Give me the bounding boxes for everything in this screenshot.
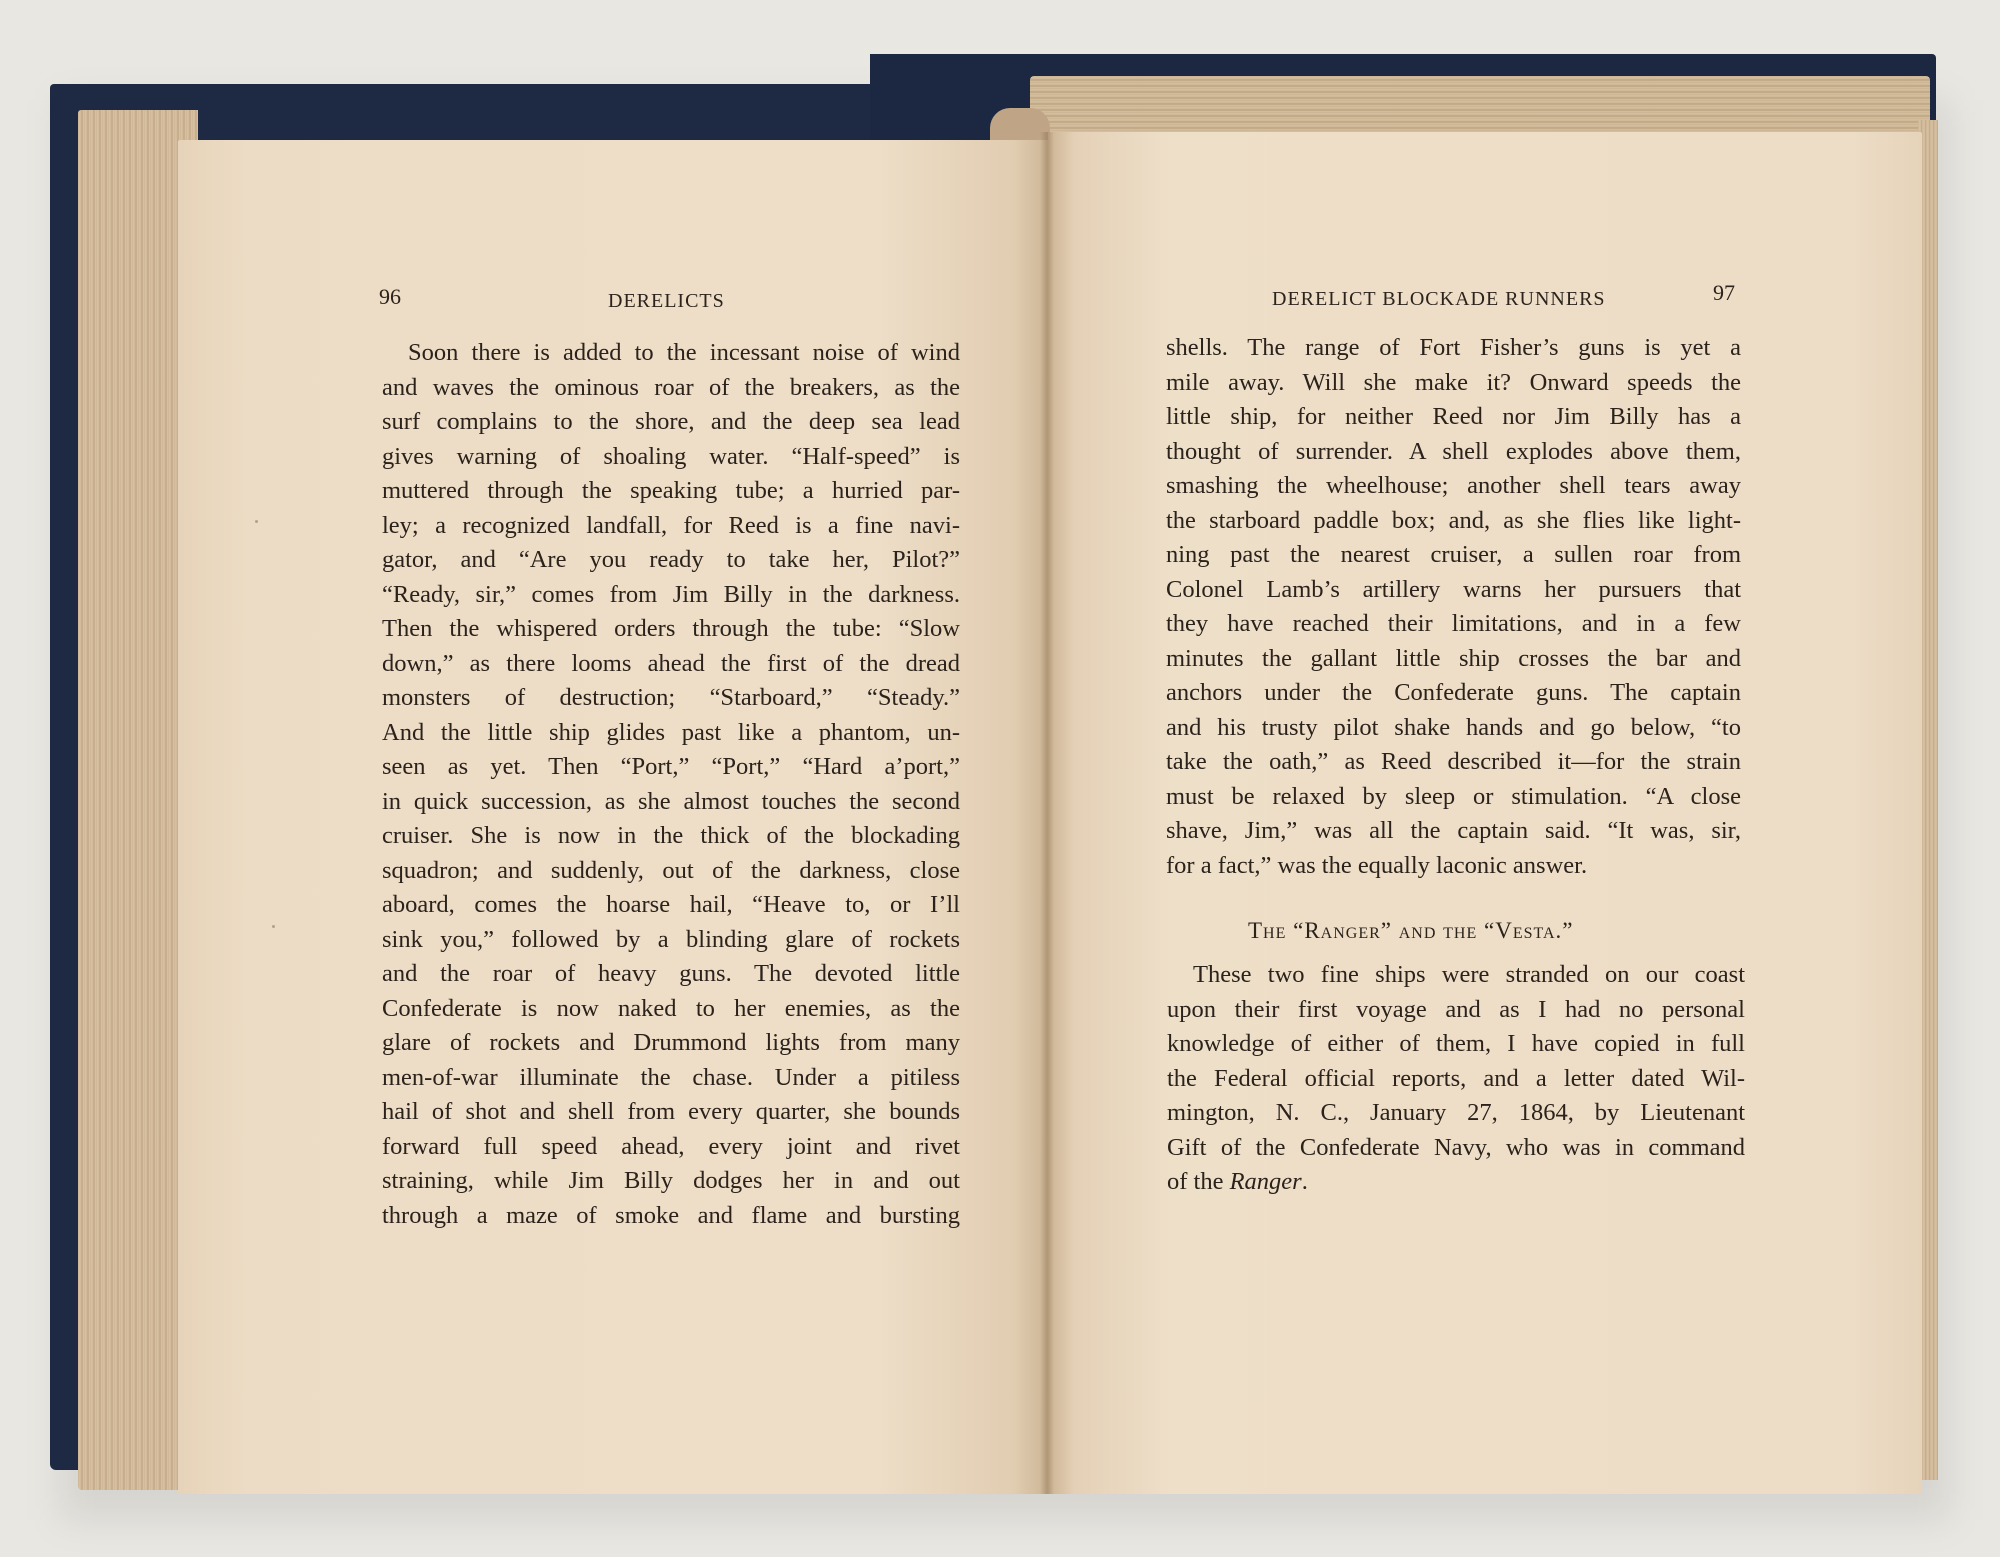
left-text-line: “Ready, sir,” comes from Jim Billy in the darkness.: [382, 580, 960, 608]
left-text-line: and the roar of heavy guns. The devoted little: [382, 960, 960, 987]
left-page-number: 96: [379, 284, 401, 309]
right-text-line: Colonel Lamb’s artillery warns her pursuers that: [1166, 575, 1741, 603]
left-text-line: and waves the ominous roar of the breakers, as the: [382, 373, 960, 401]
left-text-line: Then the whispered orders through the tube: “Slow: [382, 615, 960, 642]
section-heading: [1248, 918, 1574, 944]
section-body: [1167, 958, 1745, 1165]
left-text-line: squadron; and suddenly, out of the darkness, close: [382, 856, 960, 884]
section-heading-text: The “Ranger” and the “Vesta.”: [1248, 918, 1574, 943]
left-text-line: muttered through the speaking tube; a hurried par-: [382, 477, 960, 504]
left-text-line: gator, and “Are you ready to take her, Pilot?”: [382, 546, 960, 573]
right-text-line: ning past the nearest cruiser, a sullen roar from: [1166, 541, 1741, 568]
paper-speck: [255, 520, 258, 523]
right-text-line: smashing the wheelhouse; another shell tears away: [1166, 472, 1741, 499]
right-text-line: mile away. Will she make it? Onward speeds the: [1166, 368, 1741, 396]
last-line-suffix: .: [1301, 1168, 1308, 1195]
left-text-line: in quick succession, as she almost touches the second: [382, 787, 960, 815]
left-text-line: seen as yet. Then “Port,” “Port,” “Hard a’port,”: [382, 753, 960, 780]
right-text-line: they have reached their limitations, and in a few: [1166, 610, 1741, 637]
left-text-line: down,” as there looms ahead the first of the dread: [382, 649, 960, 677]
ship-name-ranger: Ranger: [1229, 1168, 1302, 1195]
right-running-head: DERELICT BLOCKADE RUNNERS: [1272, 288, 1606, 310]
left-text-line: men-of-war illuminate the chase. Under a pitiless: [382, 1063, 960, 1091]
right-text-line: shave, Jim,” was all the captain said. “It was, sir,: [1166, 817, 1741, 844]
right-text-line: minutes the gallant little ship crosses the bar and: [1166, 644, 1741, 672]
left-text-line: monsters of destruction; “Starboard,” “Steady.”: [382, 684, 960, 711]
right-text-line: the starboard paddle box; and, as she flies like light-: [1166, 506, 1741, 534]
section-text-line: upon their first voyage and as I had no personal: [1167, 995, 1745, 1023]
section-text-line: the Federal official reports, and a letter dated Wil-: [1167, 1064, 1745, 1092]
left-running-head: DERELICTS: [608, 290, 725, 312]
right-text-line: anchors under the Confederate guns. The captain: [1166, 679, 1741, 706]
left-text-line: sink you,” followed by a blinding glare of rockets: [382, 925, 960, 953]
left-text-line: straining, while Jim Billy dodges her in and out: [382, 1167, 960, 1194]
left-text-line: Soon there is added to the incessant noise of wind: [408, 339, 960, 366]
left-text-line: aboard, comes the hoarse hail, “Heave to, or I’ll: [382, 891, 960, 918]
left-text-line: forward full speed ahead, every joint and rivet: [382, 1132, 960, 1160]
right-text-line: little ship, for neither Reed nor Jim Billy has a: [1166, 403, 1741, 430]
left-text-line: hail of shot and shell from every quarter, she bounds: [382, 1098, 960, 1125]
left-text-line: Confederate is now naked to her enemies, as the: [382, 994, 960, 1022]
section-text-line: Gift of the Confederate Navy, who was in command: [1167, 1133, 1745, 1161]
section-text-line: mington, N. C., January 27, 1864, by Lieutenant: [1167, 1099, 1745, 1126]
section-last-line: [1167, 1165, 1745, 1200]
left-text-line: through a maze of smoke and flame and bursting: [382, 1201, 960, 1229]
left-page-body: [382, 336, 960, 1233]
right-text-line: take the oath,” as Reed described it—for the strain: [1166, 748, 1741, 775]
section-text-line: knowledge of either of them, I have copied in full: [1167, 1030, 1745, 1057]
right-text-line: must be relaxed by sleep or stimulation. “A close: [1166, 782, 1741, 810]
left-text-line: cruiser. She is now in the thick of the blockading: [382, 822, 960, 849]
page-edges-top: [1030, 76, 1930, 138]
right-page-number: 97: [1713, 280, 1735, 305]
right-page-body: [1166, 331, 1741, 883]
left-text-line: surf complains to the shore, and the deep sea lead: [382, 408, 960, 435]
last-line-prefix: of the: [1167, 1168, 1230, 1195]
right-text-line: shells. The range of Fort Fisher’s guns is yet a: [1166, 334, 1741, 361]
right-text-line: and his trusty pilot shake hands and go below, “to: [1166, 713, 1741, 741]
left-text-line: ley; a recognized landfall, for Reed is a fine navi-: [382, 511, 960, 539]
section-text-line: These two fine ships were stranded on our coast: [1193, 961, 1745, 988]
left-text-line: glare of rockets and Drummond lights from many: [382, 1029, 960, 1056]
left-text-line: And the little ship glides past like a phantom, un-: [382, 718, 960, 746]
right-text-line: for a fact,” was the equally laconic answer.: [1166, 851, 1588, 879]
left-text-line: gives warning of shoaling water. “Half-speed” is: [382, 442, 960, 470]
paper-speck: [272, 925, 275, 928]
gutter-shadow: [1040, 132, 1054, 1494]
right-text-line: thought of surrender. A shell explodes above them,: [1166, 437, 1741, 465]
